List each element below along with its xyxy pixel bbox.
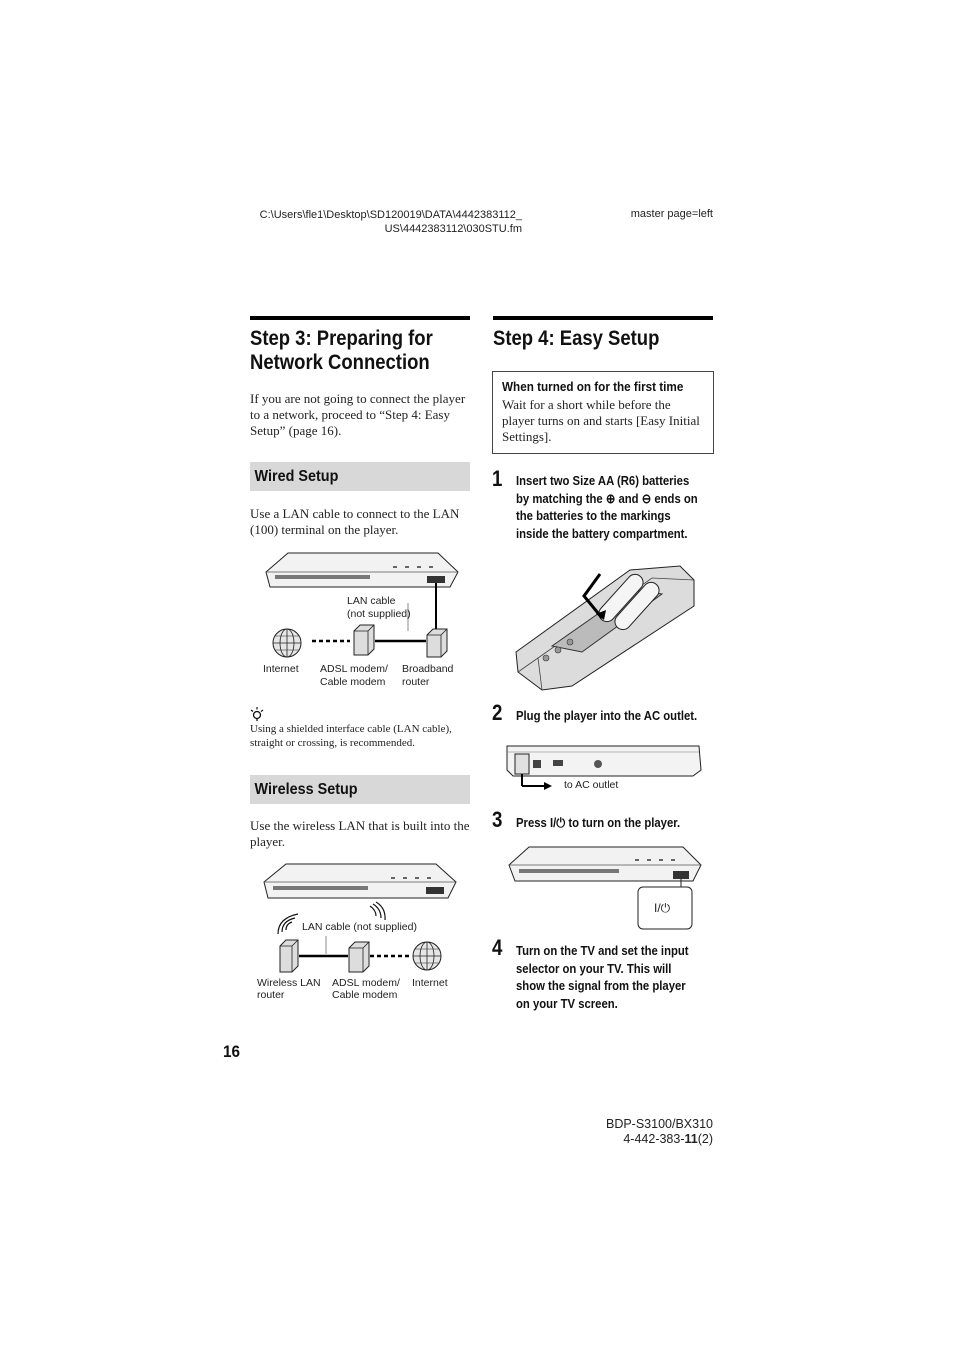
adsl-modem-icon <box>349 942 369 972</box>
lan-cable-label-1: LAN cable <box>347 595 396 607</box>
first-time-note-title: When turned on for the first time <box>502 379 684 394</box>
ac-outlet-caption: to AC outlet <box>564 779 619 791</box>
wired-setup-diagram <box>250 545 472 695</box>
wireless-lan-router-icon <box>280 940 298 972</box>
step-4-text <box>516 942 689 1012</box>
router-wifi-signal-icon <box>278 914 298 934</box>
internet-label: Internet <box>263 663 299 675</box>
file-path <box>220 208 522 236</box>
router-label-2: router <box>402 676 430 688</box>
wireless-lan-cable-label: LAN cable (not supplied) <box>302 921 417 933</box>
player-illustration <box>264 864 456 898</box>
step-4-number: 4 <box>492 935 503 960</box>
page-title-step3 <box>250 327 433 375</box>
wifi-signal-icon <box>370 902 385 920</box>
router-label-1: Broadband <box>402 663 454 675</box>
adsl-label-2: Cable modem <box>320 676 386 688</box>
wired-setup-heading-text: Wired Setup <box>254 468 339 485</box>
step-3-text: Press I/⏻ to turn on the player. <box>516 815 681 830</box>
remote-battery-illustration <box>512 560 698 692</box>
step-1-line: by matching the ⊕ and ⊖ ends on <box>516 490 698 506</box>
wired-setup-text: Use a LAN cable to connect to the LAN (100) terminal on the player. <box>250 506 460 537</box>
internet-label: Internet <box>412 977 448 989</box>
power-button-label: I/⏻ <box>654 901 671 915</box>
hint-text: Using a shielded interface cable (LAN cable), straight or crossing, is recommended. <box>250 723 452 749</box>
wlan-label-1: Wireless LAN <box>257 977 321 989</box>
wlan-label-2: router <box>257 989 285 1001</box>
page-number: 16 <box>223 1042 241 1061</box>
step-4-line: selector on your TV. This will <box>516 960 672 976</box>
step-2-number: 2 <box>492 700 503 725</box>
step-1-line: the batteries to the markings <box>516 508 671 523</box>
adsl-label-2: Cable modem <box>332 989 398 1001</box>
wireless-setup-heading-text: Wireless Setup <box>254 781 358 798</box>
globe-icon <box>413 942 441 970</box>
player-power-illustration <box>505 843 705 933</box>
step-4-line: on your TV screen. <box>516 995 618 1011</box>
intro-text: If you are not going to connect the player to a network, proceed to “Step 4: Easy Setup” (page 16). <box>250 391 466 438</box>
title-rule-left <box>250 316 470 320</box>
adsl-label-1: ADSL modem/ <box>332 977 400 989</box>
title-rule-right <box>493 316 713 320</box>
wireless-setup-diagram <box>250 858 472 1006</box>
step-2-text: Plug the player into the AC outlet. <box>516 708 698 723</box>
document-code <box>540 1132 713 1147</box>
first-time-note-text: Wait for a short while before the player turns on and starts [Easy Initial Settings]. <box>502 397 700 444</box>
step-3-number: 3 <box>492 807 503 832</box>
page-title-step4: Step 4: Easy Setup <box>493 327 660 350</box>
document-code-suffix: (2) <box>697 1132 713 1146</box>
hint-icon <box>250 706 264 722</box>
document-code-prefix: 4-442-383- <box>623 1132 685 1146</box>
wired-setup-heading <box>250 462 470 491</box>
adsl-modem-icon <box>354 625 374 655</box>
first-time-note-box <box>492 371 714 454</box>
step-4-line: Turn on the TV and set the input <box>516 943 689 958</box>
file-path-line-2: US\4442383112\030STU.fm <box>384 223 522 235</box>
player-illustration <box>266 553 458 587</box>
step-1-line: inside the battery compartment. <box>516 525 688 541</box>
footer <box>540 1117 713 1147</box>
step-4-line: show the signal from the player <box>516 978 686 993</box>
document-code-bold: 11 <box>684 1132 698 1146</box>
title-line-2: Network Connection <box>250 351 430 374</box>
step-1-line: Insert two Size AA (R6) batteries <box>516 473 690 488</box>
title-line-1: Step 3: Preparing for <box>250 327 433 350</box>
lan-cable-label-2: (not supplied) <box>347 608 411 620</box>
globe-icon <box>273 629 301 657</box>
wireless-setup-heading <box>250 775 470 804</box>
step-1-text <box>516 472 698 542</box>
model-number: BDP-S3100/BX310 <box>605 1117 713 1131</box>
wireless-setup-text: Use the wireless LAN that is built into the player. <box>250 818 470 849</box>
adsl-label-1: ADSL modem/ <box>320 663 388 675</box>
master-page-label: master page=left <box>630 208 713 220</box>
broadband-router-icon <box>427 629 447 657</box>
file-path-line-1: C:\Users\fle1\Desktop\SD120019\DATA\4442383112_ <box>259 209 522 221</box>
step-1-number: 1 <box>492 466 503 491</box>
